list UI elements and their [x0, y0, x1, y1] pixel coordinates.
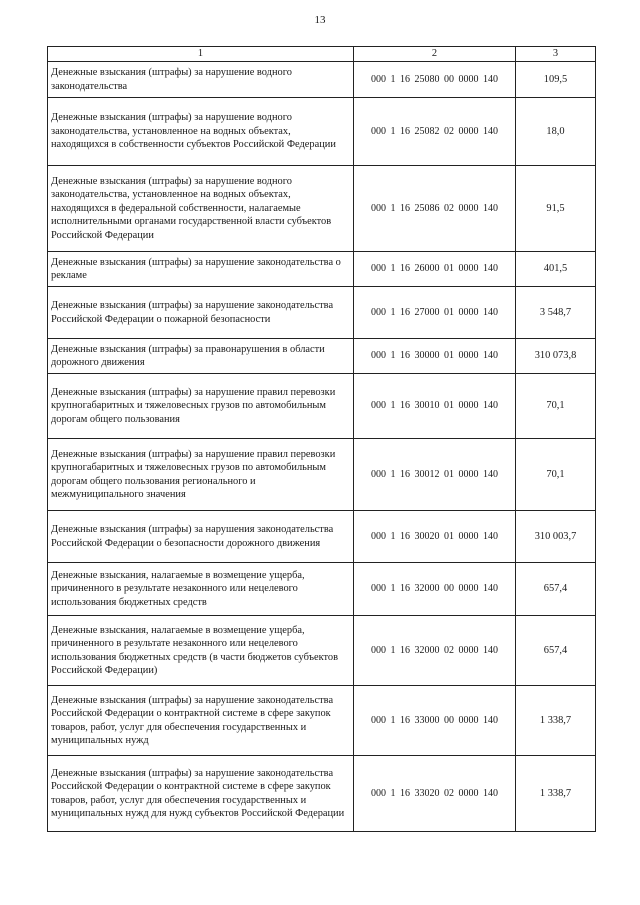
- budget-classification-code: 000 1 16 25086 02 0000 140: [354, 166, 516, 252]
- revenue-description: Денежные взыскания, налагаемые в возмещение ущерба, причиненного в результате незаконного или нецелевого использования бюджетных средств: [48, 563, 354, 616]
- table-row: [48, 166, 596, 252]
- budget-classification-code: 000 1 16 32000 02 0000 140: [354, 616, 516, 686]
- table-row: [48, 686, 596, 756]
- budget-classification-code: 000 1 16 30020 01 0000 140: [354, 511, 516, 563]
- revenue-description: Денежные взыскания (штрафы) за нарушение правил перевозки крупногабаритных и тяжеловесных грузов по автомобильным дорогам общего пользования регионального и межмуниципального значения: [48, 439, 354, 511]
- table-header-row: [48, 47, 596, 62]
- revenue-description: Денежные взыскания (штрафы) за нарушение правил перевозки крупногабаритных и тяжеловесных грузов по автомобильным дорогам общего пользования: [48, 374, 354, 439]
- revenue-description: Денежные взыскания (штрафы) за нарушение законодательства о рекламе: [48, 252, 354, 287]
- table-row: [48, 287, 596, 339]
- table-row: [48, 511, 596, 563]
- revenue-amount: 91,5: [516, 166, 596, 252]
- budget-classification-code: 000 1 16 33020 02 0000 140: [354, 756, 516, 832]
- table-row: [48, 339, 596, 374]
- revenue-amount: 657,4: [516, 616, 596, 686]
- table-row: [48, 98, 596, 166]
- table-row: [48, 563, 596, 616]
- revenue-description: Денежные взыскания (штрафы) за нарушения законодательства Российской Федерации о безопасности дорожного движения: [48, 511, 354, 563]
- column-header-description: 1: [48, 47, 354, 62]
- page-number: 13: [314, 14, 326, 26]
- revenue-amount: 657,4: [516, 563, 596, 616]
- budget-classification-code: 000 1 16 30010 01 0000 140: [354, 374, 516, 439]
- budget-classification-code: 000 1 16 32000 00 0000 140: [354, 563, 516, 616]
- revenue-description: Денежные взыскания (штрафы) за нарушение законодательства Российской Федерации о контрактной системе в сфере закупок товаров, работ, услуг для обеспечения государственных и муниципальных нужд: [48, 686, 354, 756]
- budget-classification-code: 000 1 16 25082 02 0000 140: [354, 98, 516, 166]
- table-row: [48, 616, 596, 686]
- column-header-code: 2: [354, 47, 516, 62]
- budget-classification-code: 000 1 16 25080 00 0000 140: [354, 62, 516, 98]
- budget-classification-code: 000 1 16 27000 01 0000 140: [354, 287, 516, 339]
- column-header-amount: 3: [516, 47, 596, 62]
- revenue-description: Денежные взыскания (штрафы) за нарушение водного законодательства, установленное на водных объектах, находящихся в федеральной собственности, налагаемые исполнительными органами государственной власти субъектов Российской Федерации: [48, 166, 354, 252]
- budget-classification-code: 000 1 16 30012 01 0000 140: [354, 439, 516, 511]
- budget-revenue-table: [47, 46, 596, 832]
- revenue-amount: 70,1: [516, 374, 596, 439]
- revenue-description: Денежные взыскания (штрафы) за нарушение водного законодательства: [48, 62, 354, 98]
- revenue-description: Денежные взыскания (штрафы) за нарушение законодательства Российской Федерации о контрактной системе в сфере закупок товаров, работ, услуг для обеспечения государственных и муниципальных нужд для нужд субъектов Российской Федерации: [48, 756, 354, 832]
- table-row: [48, 439, 596, 511]
- revenue-amount: 1 338,7: [516, 756, 596, 832]
- revenue-description: Денежные взыскания (штрафы) за правонарушения в области дорожного движения: [48, 339, 354, 374]
- revenue-description: Денежные взыскания (штрафы) за нарушение водного законодательства, установленное на водных объектах, находящихся в собственности субъектов Российской Федерации: [48, 98, 354, 166]
- table-row: [48, 756, 596, 832]
- revenue-amount: 1 338,7: [516, 686, 596, 756]
- table-row: [48, 252, 596, 287]
- revenue-amount: 310 073,8: [516, 339, 596, 374]
- budget-classification-code: 000 1 16 33000 00 0000 140: [354, 686, 516, 756]
- table-row: [48, 374, 596, 439]
- budget-classification-code: 000 1 16 26000 01 0000 140: [354, 252, 516, 287]
- revenue-amount: 18,0: [516, 98, 596, 166]
- revenue-amount: 401,5: [516, 252, 596, 287]
- budget-classification-code: 000 1 16 30000 01 0000 140: [354, 339, 516, 374]
- revenue-description: Денежные взыскания, налагаемые в возмещение ущерба, причиненного в результате незаконного или нецелевого использования бюджетных средств (в части бюджетов субъектов Российской Федерации): [48, 616, 354, 686]
- revenue-description: Денежные взыскания (штрафы) за нарушение законодательства Российской Федерации о пожарной безопасности: [48, 287, 354, 339]
- revenue-amount: 70,1: [516, 439, 596, 511]
- revenue-amount: 109,5: [516, 62, 596, 98]
- revenue-amount: 3 548,7: [516, 287, 596, 339]
- revenue-amount: 310 003,7: [516, 511, 596, 563]
- table-row: [48, 62, 596, 98]
